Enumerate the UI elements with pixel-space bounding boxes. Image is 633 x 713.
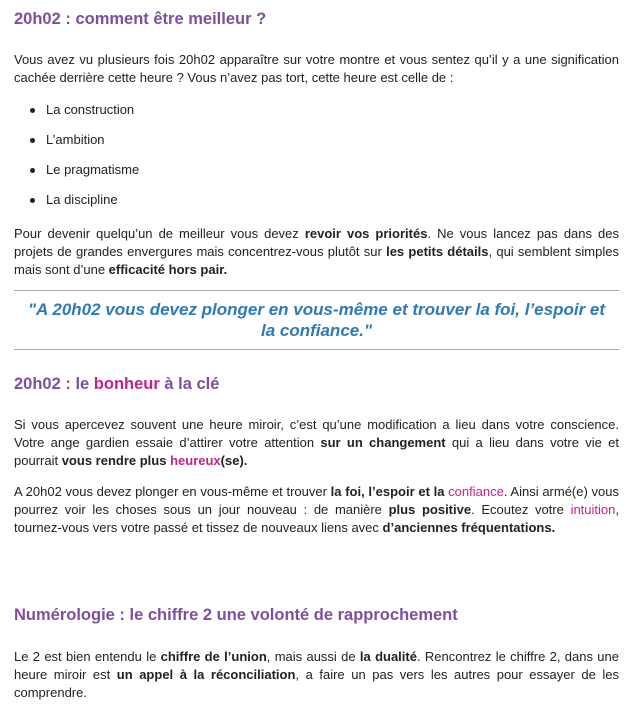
list-item: La construction — [30, 101, 139, 119]
section-heading-numerologie: Numérologie : le chiffre 2 une volonté de rapprochement — [14, 606, 458, 624]
bold-text: revoir vos priorités — [304, 226, 428, 241]
bold-text: un appel à la réconciliation — [116, 667, 296, 682]
foi-paragraph — [14, 483, 619, 537]
bold-text: sur un changement — [320, 435, 446, 450]
bold-text: (se). — [220, 453, 248, 468]
heading-text: 20h02 : le — [14, 375, 94, 393]
text: Si vous apercevez souvent une heure miroir, c’est qu’une modification a lieu dans votre conscience. Votre ange gardien essaie d’attirer votre attention — [14, 417, 619, 450]
text: Le 2 est bien entendu le — [14, 649, 161, 664]
bold-text: plus positive — [388, 502, 472, 517]
intro-paragraph: Vous avez vu plusieurs fois 20h02 apparaître sur votre montre et vous sentez qu’il y a une signification cachée derrière cette heure ? Vous n’avez pas tort, cette heure est celle de : — [14, 52, 619, 85]
text: qui a lieu dans votre vie et pourrait — [14, 435, 619, 468]
highlight-text: intuition — [570, 502, 616, 517]
text: , a faire un pas vers les autres pour essayer de les comprendre. — [14, 667, 620, 700]
traits-list — [22, 101, 139, 221]
bold-text: chiffre de l’union — [160, 649, 267, 664]
priorities-paragraph — [14, 225, 619, 279]
bold-text: la dualité — [359, 649, 417, 664]
pull-quote: "A 20h02 vous devez plonger en vous-même et trouver la foi, l’espoir et la confiance." — [14, 290, 619, 350]
text: , tournez-vous vers votre passé et tissez de nouveaux liens avec — [14, 502, 619, 535]
text: . Rencontrez le chiffre 2, dans une heure miroir est — [14, 649, 619, 682]
bold-text: d’anciennes fréquentations. — [382, 520, 556, 535]
section-heading-bonheur — [14, 374, 219, 394]
bold-text: efficacité hors pair. — [108, 262, 228, 277]
text: . Ne vous lancez pas dans des projets de grandes envergures mais concentrez-vous plutôt sur — [14, 226, 619, 259]
text: , mais aussi de — [266, 649, 360, 664]
bold-text: la foi, l’espoir et la — [330, 484, 449, 499]
bold-text: vous rendre plus — [61, 453, 171, 468]
list-item: Le pragmatisme — [30, 161, 139, 179]
text: . Ainsi armé(e) vous pourrez voir les choses sous un jour nouveau : de manière — [14, 484, 619, 517]
list-item: La discipline — [30, 191, 139, 209]
section-heading-comment-etre-meilleur: 20h02 : comment être meilleur ? — [14, 10, 267, 28]
text: . Ecoutez votre — [471, 502, 571, 517]
conscience-paragraph — [14, 416, 619, 470]
highlight-text: heureux — [170, 453, 221, 468]
text: Pour devenir quelqu’un de meilleur vous devez — [14, 226, 305, 241]
text: , qui semblent simples mais sont d’une — [14, 244, 619, 277]
list-item: L’ambition — [30, 131, 139, 149]
highlight-text: confiance — [448, 484, 504, 499]
text: A 20h02 vous devez plonger en vous-même et trouver — [14, 484, 331, 499]
union-paragraph — [14, 648, 619, 702]
heading-highlight: bonheur — [93, 375, 160, 393]
heading-text: à la clé — [159, 375, 220, 393]
bold-text: les petits détails — [386, 244, 489, 259]
